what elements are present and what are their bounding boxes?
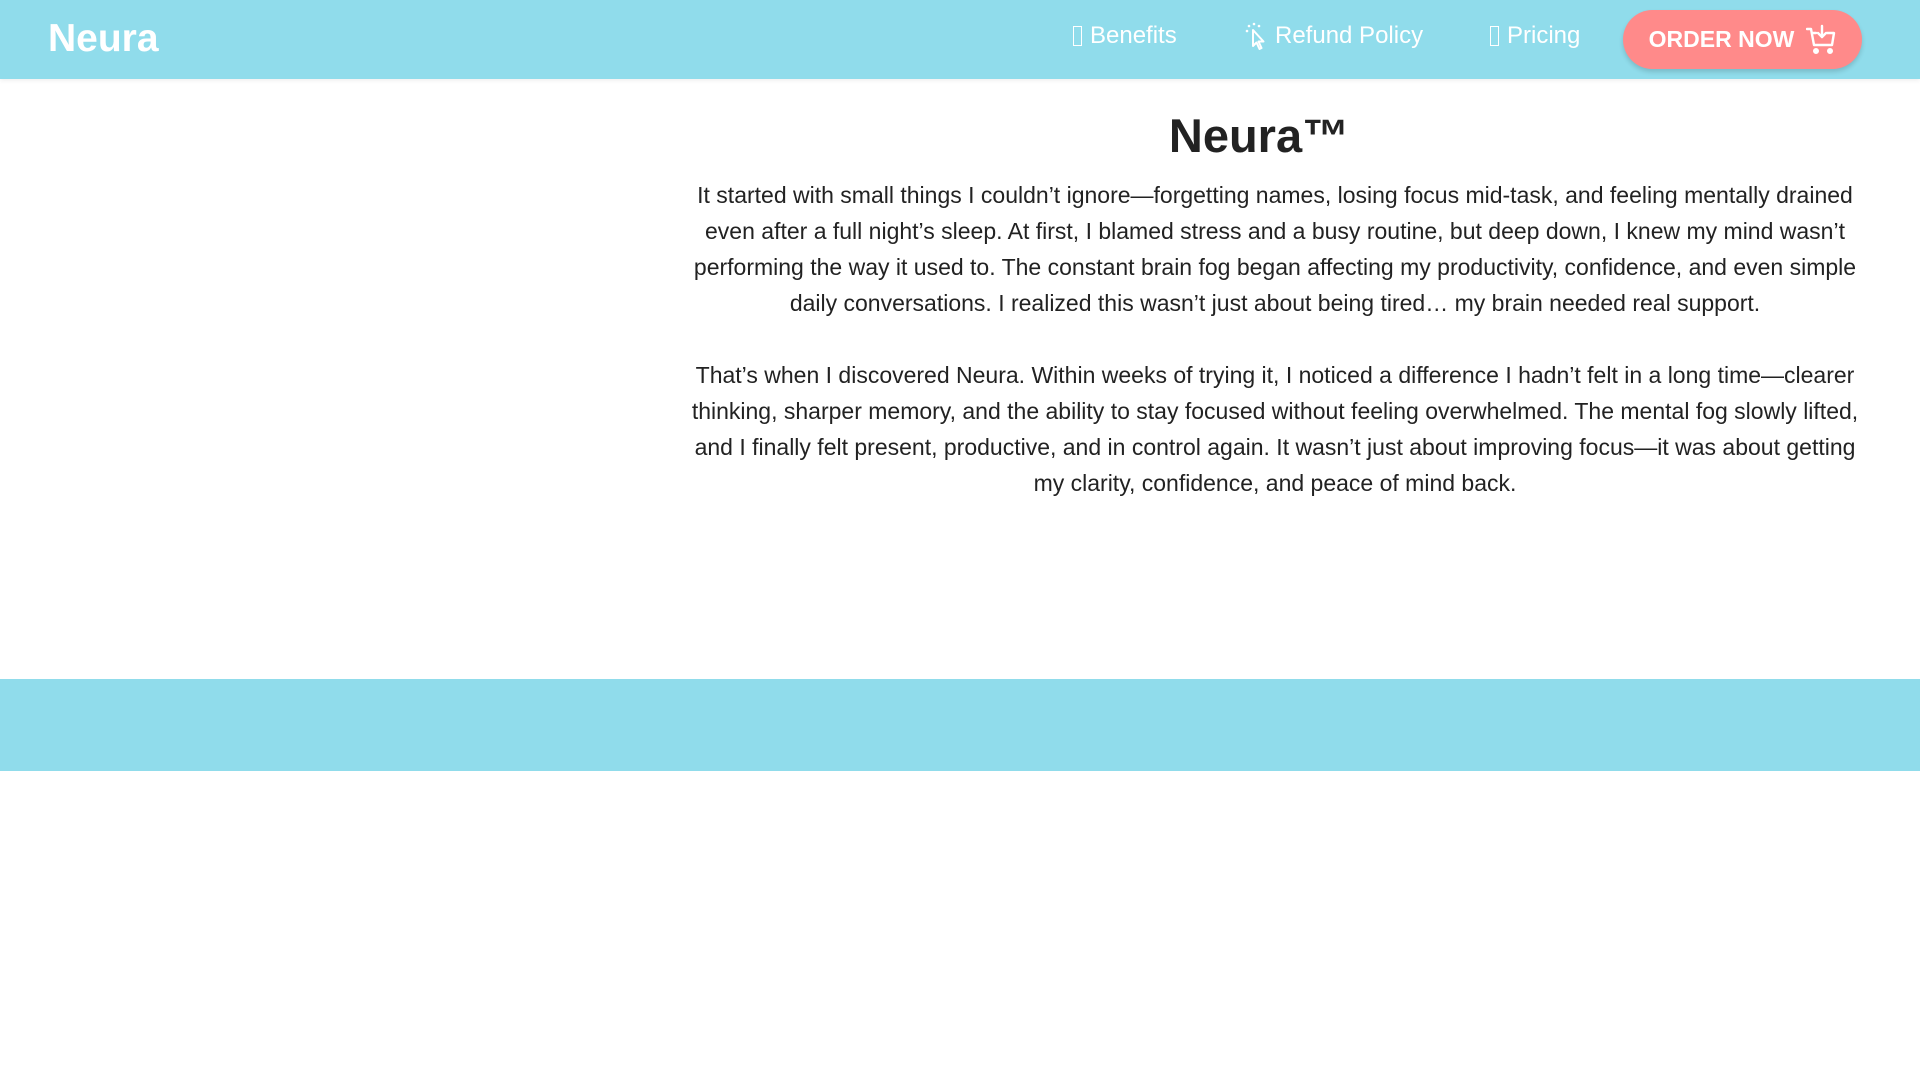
nav-link-refund-policy[interactable] — [1245, 22, 1423, 50]
order-now-label: ORDER NOW — [1648, 26, 1795, 52]
nav-link-label: Pricing — [1507, 22, 1581, 49]
footer-band — [0, 679, 1920, 771]
nav-link-benefits[interactable] — [1073, 22, 1177, 50]
nav-link-pricing[interactable] — [1490, 22, 1580, 50]
story-paragraph-1: It started with small things I couldn’t ignore—forgetting names, losing focus mid-task, and feeling mentally drained even after a full night’s sleep. At first, I blamed stress and a busy routine, but deep down, I knew my mind wasn’t performing the way it used to. The constant brain fog began affecting my productivity, confidence, and even simple daily conversations. I realized this wasn’t just about being tired… my brain needed real support. — [693, 182, 1857, 316]
story-paragraph-2: That’s when I discovered Neura. Within weeks of trying it, I noticed a difference I hadn’t felt in a long time—clearer thinking, sharper memory, and the ability to stay focused without feeling overwhelmed. The mental fog slowly lifted, and I finally felt present, productive, and in control again. It wasn’t just about improving focus—it was about getting my clarity, confidence, and peace of mind back. — [691, 362, 1859, 496]
navbar — [0, 0, 1920, 79]
missing-glyph-icon — [1073, 26, 1082, 46]
order-now-button[interactable] — [1623, 10, 1862, 69]
product-title: Neura™ — [1168, 109, 1350, 162]
product-story-section — [686, 79, 1864, 501]
nav-link-label: Benefits — [1090, 22, 1177, 49]
logo[interactable]: Neura — [48, 17, 159, 60]
cart-download-icon — [1806, 24, 1836, 56]
hero-image-placeholder — [0, 79, 680, 679]
pointer-click-icon — [1245, 22, 1267, 50]
nav-link-label: Refund Policy — [1275, 22, 1424, 49]
missing-glyph-icon — [1490, 26, 1499, 46]
